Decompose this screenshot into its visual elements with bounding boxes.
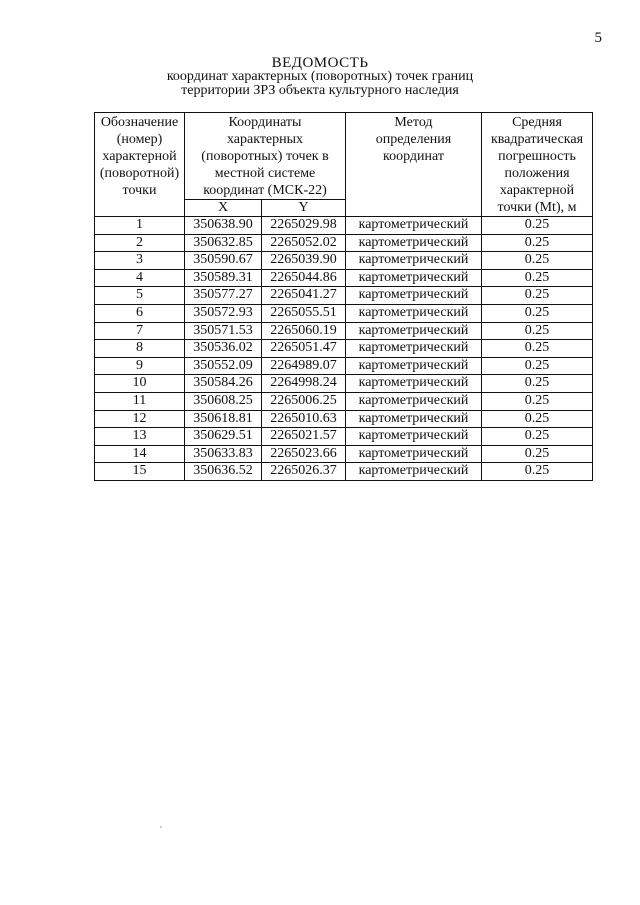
header-x: X — [185, 200, 262, 217]
cell-y: 2264998.24 — [262, 375, 346, 393]
header-coordinates — [185, 113, 346, 200]
cell-mt: 0.25 — [482, 410, 593, 428]
cell-x: 350590.67 — [185, 252, 262, 270]
cell-x: 350632.85 — [185, 234, 262, 252]
cell-mt: 0.25 — [482, 445, 593, 463]
cell-x: 350571.53 — [185, 322, 262, 340]
header-line: Координаты — [228, 115, 302, 130]
table-row — [95, 269, 593, 287]
cell-method: картометрический — [346, 445, 482, 463]
cell-x: 350572.93 — [185, 304, 262, 322]
cell-x: 350638.90 — [185, 217, 262, 235]
header-line: точки — [122, 183, 157, 198]
cell-point-number: 12 — [95, 410, 185, 428]
cell-point-number: 14 — [95, 445, 185, 463]
cell-point-number: 15 — [95, 463, 185, 481]
cell-point-number: 9 — [95, 357, 185, 375]
header-line: координат — [383, 149, 444, 164]
table-row — [95, 375, 593, 393]
cell-method: картометрический — [346, 322, 482, 340]
table-row — [95, 252, 593, 270]
table-row — [95, 392, 593, 410]
cell-x: 350618.81 — [185, 410, 262, 428]
cell-y: 2265060.19 — [262, 322, 346, 340]
page-number: 5 — [594, 30, 602, 46]
cell-x: 350536.02 — [185, 340, 262, 358]
cell-mt: 0.25 — [482, 428, 593, 446]
cell-x: 350636.52 — [185, 463, 262, 481]
table-body — [95, 217, 593, 481]
cell-x: 350589.31 — [185, 269, 262, 287]
cell-mt: 0.25 — [482, 269, 593, 287]
table-row — [95, 357, 593, 375]
header-error — [482, 113, 593, 217]
header-line: местной системе — [214, 166, 316, 181]
table-row — [95, 340, 593, 358]
cell-y: 2265041.27 — [262, 287, 346, 305]
table-row — [95, 428, 593, 446]
cell-y: 2265023.66 — [262, 445, 346, 463]
cell-x: 350584.26 — [185, 375, 262, 393]
table-row — [95, 463, 593, 481]
header-line: характерной — [499, 183, 575, 198]
cell-mt: 0.25 — [482, 357, 593, 375]
table-row — [95, 410, 593, 428]
header-line: (поворотной) — [99, 166, 180, 181]
cell-mt: 0.25 — [482, 322, 593, 340]
table-row — [95, 217, 593, 235]
cell-mt: 0.25 — [482, 217, 593, 235]
cell-method: картометрический — [346, 269, 482, 287]
cell-method: картометрический — [346, 357, 482, 375]
header-line: определения — [375, 132, 452, 147]
cell-y: 2265044.86 — [262, 269, 346, 287]
table-row — [95, 234, 593, 252]
cell-x: 350552.09 — [185, 357, 262, 375]
table-row — [95, 287, 593, 305]
cell-mt: 0.25 — [482, 287, 593, 305]
table-row — [95, 445, 593, 463]
document-subtitle-line-2: территории ЗРЗ объекта культурного наследия — [181, 83, 459, 98]
cell-y: 2265039.90 — [262, 252, 346, 270]
cell-method: картометрический — [346, 304, 482, 322]
cell-method: картометрический — [346, 340, 482, 358]
cell-point-number: 5 — [95, 287, 185, 305]
header-y: Y — [262, 200, 346, 217]
cell-method: картометрический — [346, 375, 482, 393]
header-line: квадратическая — [490, 132, 584, 147]
header-method — [346, 113, 482, 217]
cell-point-number: 13 — [95, 428, 185, 446]
header-line: Обозначение — [100, 115, 179, 130]
cell-method: картометрический — [346, 410, 482, 428]
cell-point-number: 2 — [95, 234, 185, 252]
header-line: (номер) — [116, 132, 163, 147]
document-title: ВЕДОМОСТЬ — [271, 55, 369, 71]
header-line: координат (МСК-22) — [203, 183, 327, 198]
cell-method: картометрический — [346, 217, 482, 235]
cell-method: картометрический — [346, 287, 482, 305]
cell-mt: 0.25 — [482, 252, 593, 270]
document-subtitle-line-1: координат характерных (поворотных) точек границ — [166, 69, 474, 84]
cell-point-number: 11 — [95, 392, 185, 410]
cell-point-number: 6 — [95, 304, 185, 322]
cell-method: картометрический — [346, 428, 482, 446]
cell-y: 2265055.51 — [262, 304, 346, 322]
header-line: точки (Mt), м — [497, 200, 577, 215]
cell-point-number: 7 — [95, 322, 185, 340]
cell-y: 2265026.37 — [262, 463, 346, 481]
header-line: характерных — [226, 132, 304, 147]
header-line: Метод — [394, 115, 433, 130]
cell-mt: 0.25 — [482, 375, 593, 393]
scan-speck — [160, 826, 162, 828]
cell-mt: 0.25 — [482, 340, 593, 358]
header-line: (поворотных) точек в — [201, 149, 329, 164]
header-line: Средняя — [512, 115, 562, 130]
cell-mt: 0.25 — [482, 463, 593, 481]
cell-method: картометрический — [346, 252, 482, 270]
cell-y: 2265051.47 — [262, 340, 346, 358]
cell-mt: 0.25 — [482, 392, 593, 410]
cell-mt: 0.25 — [482, 304, 593, 322]
document-heading — [0, 56, 640, 98]
cell-x: 350608.25 — [185, 392, 262, 410]
cell-method: картометрический — [346, 392, 482, 410]
cell-point-number: 3 — [95, 252, 185, 270]
cell-point-number: 4 — [95, 269, 185, 287]
cell-y: 2265052.02 — [262, 234, 346, 252]
cell-point-number: 8 — [95, 340, 185, 358]
coordinates-table — [94, 112, 593, 481]
header-designation — [95, 113, 185, 217]
header-line: погрешность — [498, 149, 576, 164]
cell-y: 2264989.07 — [262, 357, 346, 375]
cell-y: 2265029.98 — [262, 217, 346, 235]
cell-mt: 0.25 — [482, 234, 593, 252]
cell-x: 350629.51 — [185, 428, 262, 446]
cell-y: 2265021.57 — [262, 428, 346, 446]
cell-point-number: 10 — [95, 375, 185, 393]
table-row — [95, 304, 593, 322]
cell-y: 2265006.25 — [262, 392, 346, 410]
table-row — [95, 322, 593, 340]
cell-x: 350633.83 — [185, 445, 262, 463]
cell-point-number: 1 — [95, 217, 185, 235]
header-line: характерной — [102, 149, 177, 164]
cell-x: 350577.27 — [185, 287, 262, 305]
cell-y: 2265010.63 — [262, 410, 346, 428]
cell-method: картометрический — [346, 234, 482, 252]
cell-method: картометрический — [346, 463, 482, 481]
header-line: положения — [504, 166, 570, 181]
